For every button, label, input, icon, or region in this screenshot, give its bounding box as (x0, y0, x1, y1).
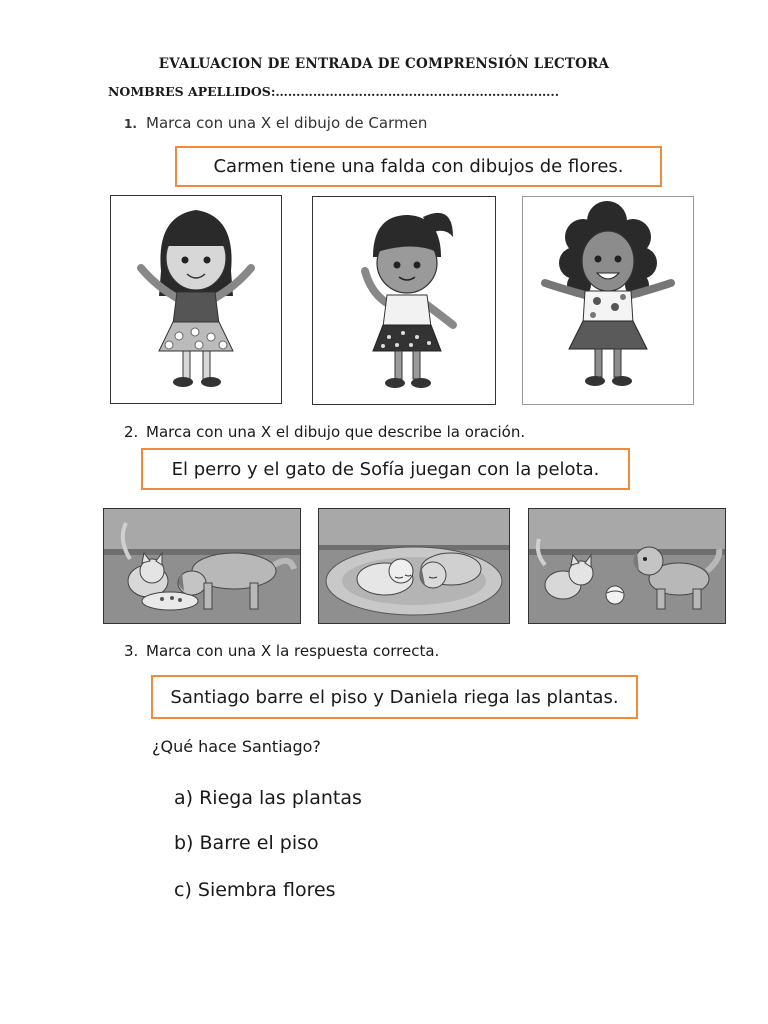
picture-girl-dotted-skirt[interactable] (312, 196, 496, 405)
name-line: NOMBRES APELLIDOS:………………………………………………………….. (108, 84, 560, 99)
question-2-prompt (124, 423, 525, 441)
question-3-prompt (124, 642, 439, 660)
question-2-number: 2. (124, 423, 139, 441)
question-3-number: 3. (124, 642, 139, 660)
girl-ponytail-dotted-skirt-icon (313, 197, 495, 404)
cat-dog-eating-icon (104, 509, 300, 623)
picture-cat-dog-ball[interactable] (528, 508, 726, 624)
question-1-prompt (124, 114, 427, 132)
girl-curly-hair-flower-shirt-icon (523, 197, 693, 404)
question-1-sentence-box: Carmen tiene una falda con dibujos de flores. (175, 146, 662, 187)
answer-option-a[interactable]: a) Riega las plantas (174, 787, 362, 809)
question-2-sentence-box: El perro y el gato de Sofía juegan con la pelota. (141, 448, 630, 490)
question-1-text: Marca con una X el dibujo de Carmen (146, 114, 428, 132)
cat-dog-ball-icon (529, 509, 725, 623)
question-1-number: 1. (124, 117, 137, 131)
question-3-text: Marca con una X la respuesta correcta. (146, 642, 440, 660)
picture-cat-dog-sleeping[interactable] (318, 508, 510, 624)
question-3-question: ¿Qué hace Santiago? (152, 737, 321, 756)
worksheet-title: EVALUACION DE ENTRADA DE COMPRENSIÓN LECTORA (158, 56, 610, 72)
cat-dog-sleeping-icon (319, 509, 509, 623)
picture-girl-curly-hair[interactable] (522, 196, 694, 405)
girl-flower-skirt-icon (111, 196, 281, 403)
question-3-sentence-box: Santiago barre el piso y Daniela riega las plantas. (151, 675, 638, 719)
question-2-text: Marca con una X el dibujo que describe la oración. (146, 423, 526, 441)
picture-cat-dog-eating[interactable] (103, 508, 301, 624)
answer-option-b[interactable]: b) Barre el piso (174, 832, 319, 854)
picture-girl-flower-skirt[interactable] (110, 195, 282, 404)
answer-option-c[interactable]: c) Siembra flores (174, 879, 336, 901)
